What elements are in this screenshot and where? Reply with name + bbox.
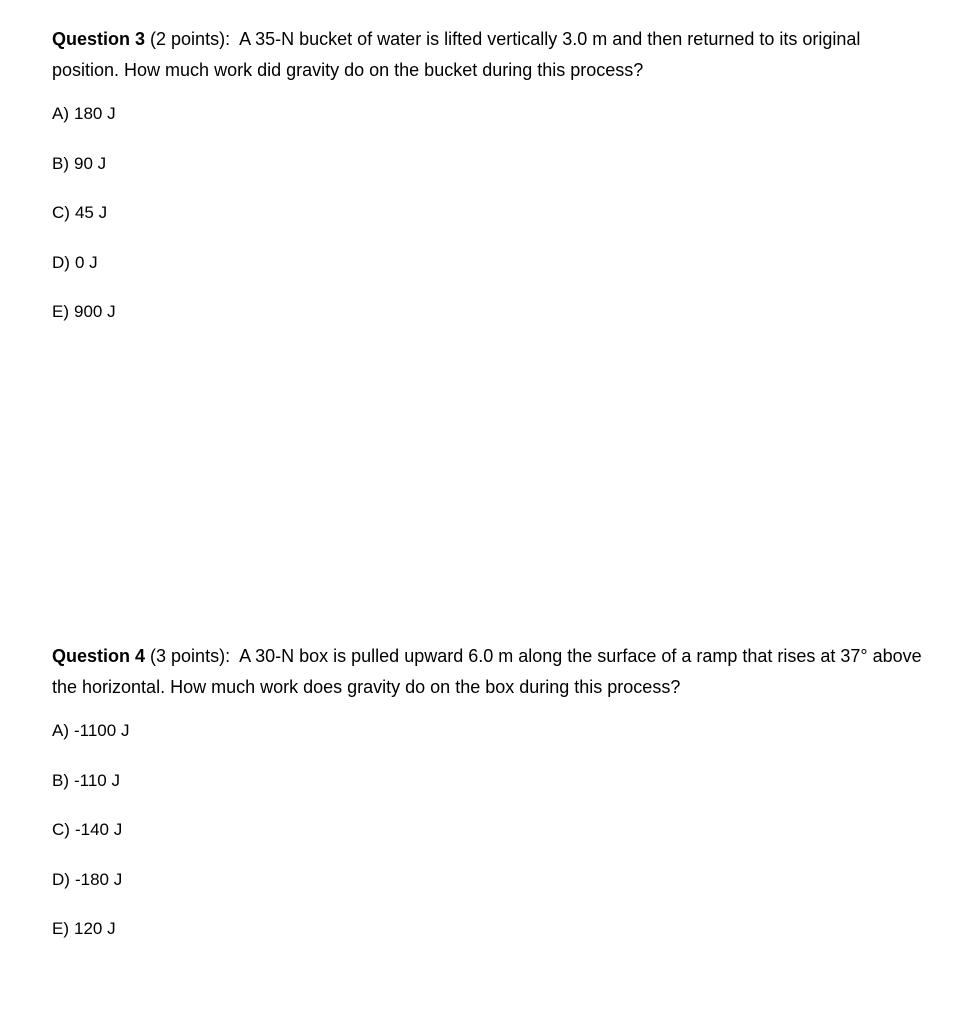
question-4-option-b[interactable] (52, 771, 932, 821)
question-4-prompt (52, 641, 932, 703)
option-value: -180 J (74, 869, 123, 889)
question-4 (52, 641, 932, 969)
question-4-options (52, 721, 932, 969)
option-letter: E) (52, 919, 69, 939)
question-3-option-c[interactable] (52, 203, 932, 253)
question-3-label: Question 3 (52, 29, 146, 49)
option-value: 90 J (74, 153, 107, 173)
option-letter: C) (52, 203, 70, 223)
option-letter: C) (52, 820, 70, 840)
question-4-option-c[interactable] (52, 820, 932, 870)
option-value: -1100 J (74, 721, 130, 740)
question-4-option-a[interactable] (52, 721, 932, 771)
option-letter: A) (52, 104, 69, 123)
question-3 (52, 24, 932, 352)
option-value: 180 J (74, 104, 116, 123)
option-value: 0 J (74, 252, 98, 272)
option-letter: B) (52, 153, 69, 173)
question-4-text: A 30-N box is pulled upward 6.0 m along the surface of a ramp that rises at 37° above the horizontal. How much work does gravity do on the box during this process? (52, 646, 922, 697)
question-4-label: Question 4 (52, 646, 146, 666)
question-3-option-e[interactable] (52, 302, 932, 352)
question-3-option-b[interactable] (52, 154, 932, 204)
question-4-option-e[interactable] (52, 919, 932, 969)
question-4-points: (3 points): (150, 646, 231, 666)
option-value: -110 J (74, 770, 120, 790)
option-value: 45 J (74, 203, 108, 223)
question-3-option-a[interactable] (52, 104, 932, 154)
question-3-option-d[interactable] (52, 253, 932, 303)
question-3-options (52, 104, 932, 352)
option-letter: D) (52, 869, 70, 889)
option-letter: B) (52, 770, 69, 790)
option-letter: D) (52, 252, 70, 272)
option-value: 120 J (74, 919, 116, 939)
option-letter: A) (52, 721, 69, 740)
question-3-text: A 35-N bucket of water is lifted vertically 3.0 m and then returned to its original position. How much work did gravity do on the bucket during this process? (52, 29, 861, 80)
option-letter: E) (52, 302, 69, 322)
question-3-points: (2 points): (150, 29, 231, 49)
question-3-prompt (52, 24, 932, 86)
option-value: -140 J (74, 820, 123, 840)
question-4-option-d[interactable] (52, 870, 932, 920)
option-value: 900 J (74, 302, 116, 322)
